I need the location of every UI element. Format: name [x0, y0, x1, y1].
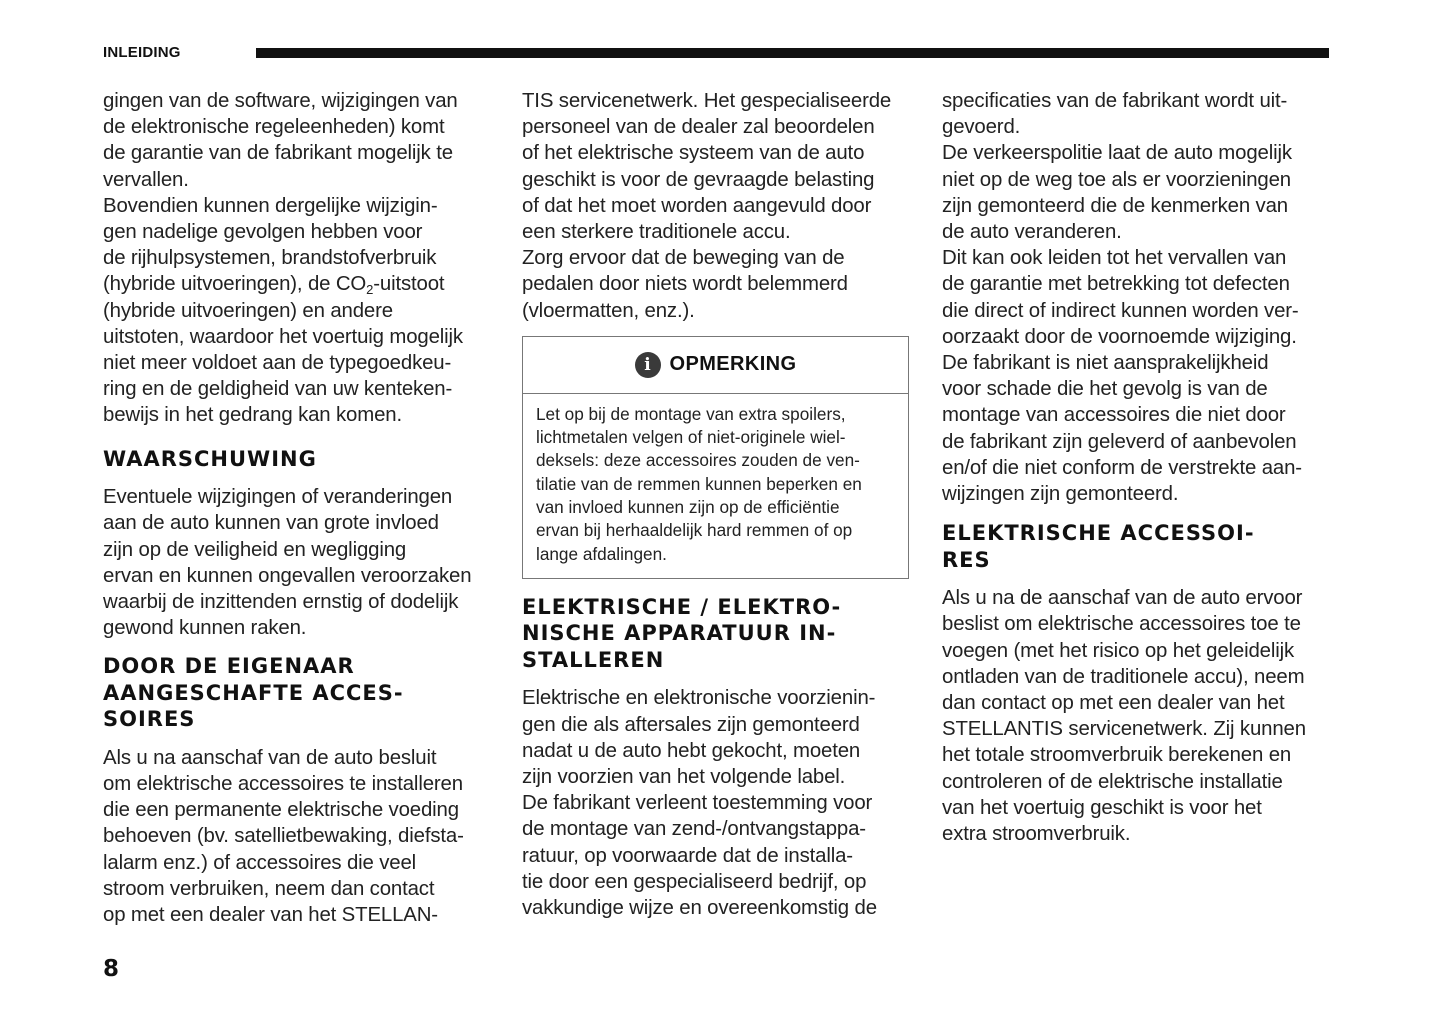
heading-electrical-accessories: ELEKTRISCHE ACCESSOI- RES — [942, 521, 1255, 572]
note-body: Let op bij de montage van extra spoilers, lichtmetalen velgen of niet-originele wiel- deksels: deze accessoires zouden de ven- tilatie van de remmen kunnen beperken en van invloed kunnen zijn op de efficiëntie ervan bij herhaaldelijk hard remmen of op lange afdalingen. — [536, 403, 862, 564]
co2-subscript: 2 — [366, 282, 374, 298]
paragraph-software-changes: gingen van de software, wijzigingen van de elektronische regeleenheden) komt de garantie van de fabrikant mogelijk te vervallen. Bovendien kunnen dergelijke wijzigin- gen nadelige gevolgen hebben voor de rijhulpsystemen, brandstofverbruik (hybride uitvoeringen), de $CO_2$-uitstoot (hybride uitvoeringen) en andere uitstoten, waardoor het voertuig mogelijk niet meer voldoet aan de typegoedkeu- ring en de geldigheid van uw kenteken- bewijs in het gedrang kan komen. — [103, 90, 463, 427]
note-title: OPMERKING — [669, 353, 797, 376]
paragraph-warning: Eventuele wijzigingen of veranderingen aan de auto kunnen van grote invloed zijn op de veiligheid en wegligging ervan en kunnen ongevallen veroorzaken waarbij de inzittenden ernstig of dodelijk gewond kunnen raken. — [103, 486, 472, 640]
column-3 — [942, 88, 1334, 847]
paragraph-install-equipment: Elektrische en elektronische voorzienin- gen die als aftersales zijn gemonteerd nadat u de auto hebt gekocht, moeten zijn voorzien van het volgende label. De fabrikant verleent toestemming voor de montage van zend-/ontvangstappa- ratuur, op voorwaarde dat de installa- tie door een gespecialiseerd bedrijf, op vakkundige wijze en overeenkomstig de — [522, 687, 877, 920]
page-number: 8 — [103, 956, 120, 982]
column-1 — [103, 88, 495, 928]
heading-install-equipment: ELEKTRISCHE / ELEKTRO- NISCHE APPARATUUR IN- STALLEREN — [522, 594, 842, 672]
note-box — [522, 336, 909, 579]
note-header — [523, 337, 908, 394]
paragraph-dealer-check: TIS servicenetwerk. Het gespecialiseerde personeel van de dealer zal beoordelen of het elektrische systeem van de auto geschikt is voor de gevraagde belasting of dat het moet worden aangevuld door een sterkere traditionele accu. Zorg ervoor dat de beweging van de pedalen door niets wordt belemmerd (vloermatten, enz.). — [522, 90, 892, 322]
paragraph-electrical-accessories: Als u na de aanschaf van de auto ervoor beslist om elektrische accessoires toe te voegen (met het risico op het geleidelijk ontladen van de traditionele accu), neem dan contact op met een dealer van het STELLANTIS servicenetwerk. Zij kunnen het totale stroomverbruik berekenen en controleren of de elektrische installatie van het voertuig geschikt is voor het extra stroomverbruik. — [942, 587, 1306, 846]
paragraph-specifications: specificaties van de fabrikant wordt uit- gevoerd. De verkeerspolitie laat de auto mogelijk niet op de weg toe als er voorzieningen zijn gemonteerd die de kenmerken van de auto veranderen. Dit kan ook leiden tot het vervallen van de garantie met betrekking tot defecten die direct of indirect kunnen worden ver- oorzaakt door de voornoemde wijziging. De fabrikant is niet aansprakelijkheid voor schade die het gevolg is van de montage van accessoires die niet door de fabrikant zijn geleverd of aanbevolen en/of die niet conform de verstrekte aan- wijzingen zijn gemonteerd. — [942, 90, 1302, 506]
heading-warning: WAARSCHUWING — [103, 446, 317, 471]
column-2 — [522, 88, 914, 921]
heading-owner-accessories: DOOR DE EIGENAAR AANGESCHAFTE ACCES- SOIRES — [103, 654, 404, 732]
info-icon: i — [635, 352, 661, 378]
header-rule — [256, 48, 1329, 58]
section-header: INLEIDING — [103, 44, 181, 61]
paragraph-owner-accessories: Als u na aanschaf van de auto besluit om elektrische accessoires te installeren die een permanente elektrische voeding behoeven (bv. satellietbewaking, diefsta- lalarm enz.) of accessoires die veel stroom verbruiken, neem dan contact op met een dealer van het STELLAN- — [103, 746, 464, 927]
